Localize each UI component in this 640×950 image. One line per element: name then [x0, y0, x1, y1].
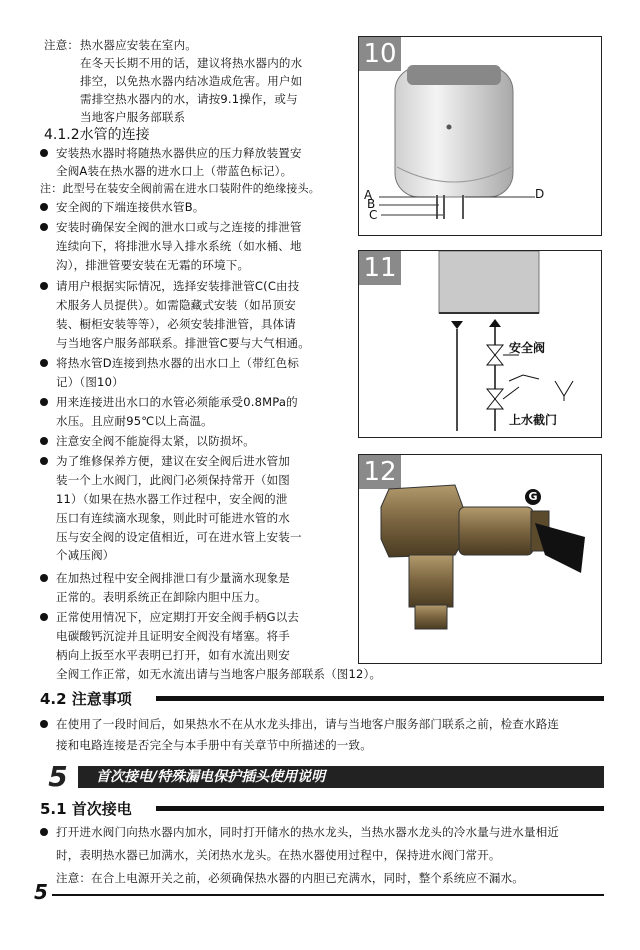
page-number: 5	[34, 880, 48, 904]
bullet-dot	[40, 437, 48, 445]
label-c: C	[369, 208, 378, 222]
note-line: 需排空热水器内的水，请按9.1操作，或与	[80, 92, 298, 106]
label-b: B	[367, 197, 376, 211]
bullet-text: 正常的。表明系统正在卸除内胆中压力。	[56, 590, 267, 604]
bullet-dot	[40, 457, 48, 465]
label-d: D	[535, 187, 545, 201]
bullet-text: 全阀工作正常，如无水流出请与当地客户服务部联系（图12）。	[56, 667, 382, 681]
bullet-text: 将热水管D连接到热水器的出水口上（带红色标	[56, 356, 300, 370]
figure-12-valve-photo	[358, 454, 602, 664]
chapter-title: 首次接电/特殊漏电保护插头使用说明	[96, 769, 326, 785]
section-note: 注意：在合上电源开关之前，必须确保热水器的内胆已充满水，同时，整个系统应不漏水。	[56, 871, 524, 885]
bullet-dot	[40, 203, 48, 211]
bullet-text: 安装时确保安全阀的泄水口或与之连接的排泄管	[56, 220, 302, 234]
section-text: 时，表明热水器已加满水，关闭热水龙头。在热水器使用过程中，保持进水阀门常开。	[56, 848, 501, 862]
section-text: 打开进水阀门向热水器内加水，同时打开储水的热水龙头，当热水器水龙头的冷水量与进水量相近	[56, 825, 560, 839]
section-heading-51: 5.1 首次接电	[40, 800, 132, 818]
bullet-text: 在加热过程中安全阀排泄口有少量滴水现象是	[56, 571, 290, 585]
bullet-text: 请用户根据实际情况，选择安装排泄管C(C由技	[56, 279, 300, 293]
bullet-text: 为了维修保养方便，建议在安全阀后进水管加	[56, 454, 290, 468]
inlet-valve-label: 上水截门	[509, 413, 558, 427]
bullet-text: 压口有连续滴水现象，则此时可能进水管的水	[56, 511, 290, 525]
section-heading-412: 4.1.2水管的连接	[44, 127, 150, 143]
bullet-text: 全阀A装在热水器的进水口上（带蓝色标记）。	[56, 164, 293, 178]
figure-10-heater-connections	[358, 36, 602, 236]
chapter-number: 5	[38, 762, 78, 792]
figure-number: 12	[359, 455, 401, 489]
bullet-dot	[40, 398, 48, 406]
bullet-text: 术服务人员提供）。如需隐藏式安装（如吊顶安	[56, 298, 296, 312]
footer-rule	[52, 894, 604, 896]
bullet-text: 注意安全阀不能旋得太紧，以防损坏。	[56, 434, 255, 448]
bullet-text: 与当地客户服务部联系。排泄管C要与大气相通。	[56, 336, 310, 350]
bullet-text: 连续向下，将排泄水导入排水系统（如水桶、地	[56, 239, 302, 253]
bullet-dot	[40, 223, 48, 231]
handle-label: G	[525, 489, 541, 505]
bullet-text: 水压。且应耐95℃以上高温。	[56, 414, 213, 428]
install-note: 注：此型号在装安全阀前需在进水口装附件的绝缘接头。	[40, 182, 320, 195]
note-line: 在冬天长期不用的话，建议将热水器内的水	[80, 56, 303, 70]
bullet-dot	[40, 149, 48, 157]
heater-drawing	[359, 37, 601, 235]
bullet-text: 装、橱柜安装等等），必须安装排泄管，具体请	[56, 317, 296, 331]
figure-number: 10	[359, 37, 401, 71]
bullet-dot	[40, 359, 48, 367]
note-line: 排空，以免热水器内结冰造成危害。用户如	[80, 74, 303, 88]
section-text: 在使用了一段时间后，如果热水不在从水龙头排出，请与当地客户服务部门联系之前，检查水路连	[56, 717, 560, 731]
figure-11-valve-schematic	[358, 250, 602, 438]
bullet-text: 11）（如果在热水器工作过程中，安全阀的泄	[56, 492, 288, 506]
bullet-dot	[40, 613, 48, 621]
bullet-text: 沟），排泄管要安装在无霜的环境下。	[56, 258, 250, 272]
bullet-text: 用来连接进出水口的水管必须能承受0.8MPa的	[56, 395, 298, 409]
bullet-text: 正常使用情况下，应定期打开安全阀手柄G以去	[56, 610, 300, 624]
label-a: A	[364, 188, 373, 202]
bullet-text: 安装热水器时将随热水器供应的压力释放装置安	[56, 146, 302, 160]
section-heading-42: 4.2 注意事项	[40, 690, 132, 708]
section-text: 接和电路连接是否完全与本手册中有关章节中所描述的一致。	[56, 738, 372, 752]
bullet-dot	[40, 828, 48, 836]
figure-number: 11	[359, 251, 401, 285]
bullet-text: 柄向上扳至水平表明已打开，如有水流出则安	[56, 648, 290, 662]
safety-valve-label: 安全阀	[509, 341, 546, 355]
bullet-text: 安全阀的下端连接供水管B。	[56, 200, 205, 214]
bullet-dot	[40, 720, 48, 728]
note-line: 当地客户服务部联系	[80, 110, 186, 124]
bullet-text: 电碳酸钙沉淀并且证明安全阀没有堵塞。将手	[56, 629, 290, 643]
bullet-dot	[40, 282, 48, 290]
heading-rule	[156, 696, 604, 701]
note-label: 注意：	[44, 38, 80, 52]
note-line: 热水器应安装在室内。	[80, 38, 197, 52]
valve-schematic	[359, 251, 601, 437]
bullet-text: 压与安全阀的设定值相近，可在进水管上安装一个减压阀）	[56, 530, 302, 562]
bullet-text: 记）（图10）	[56, 375, 124, 389]
heading-rule	[156, 806, 604, 811]
bullet-dot	[40, 574, 48, 582]
bullet-text: 装一个上水阀门，此阀门必须保持常开（如图	[56, 473, 290, 487]
valve-photo	[359, 455, 601, 663]
